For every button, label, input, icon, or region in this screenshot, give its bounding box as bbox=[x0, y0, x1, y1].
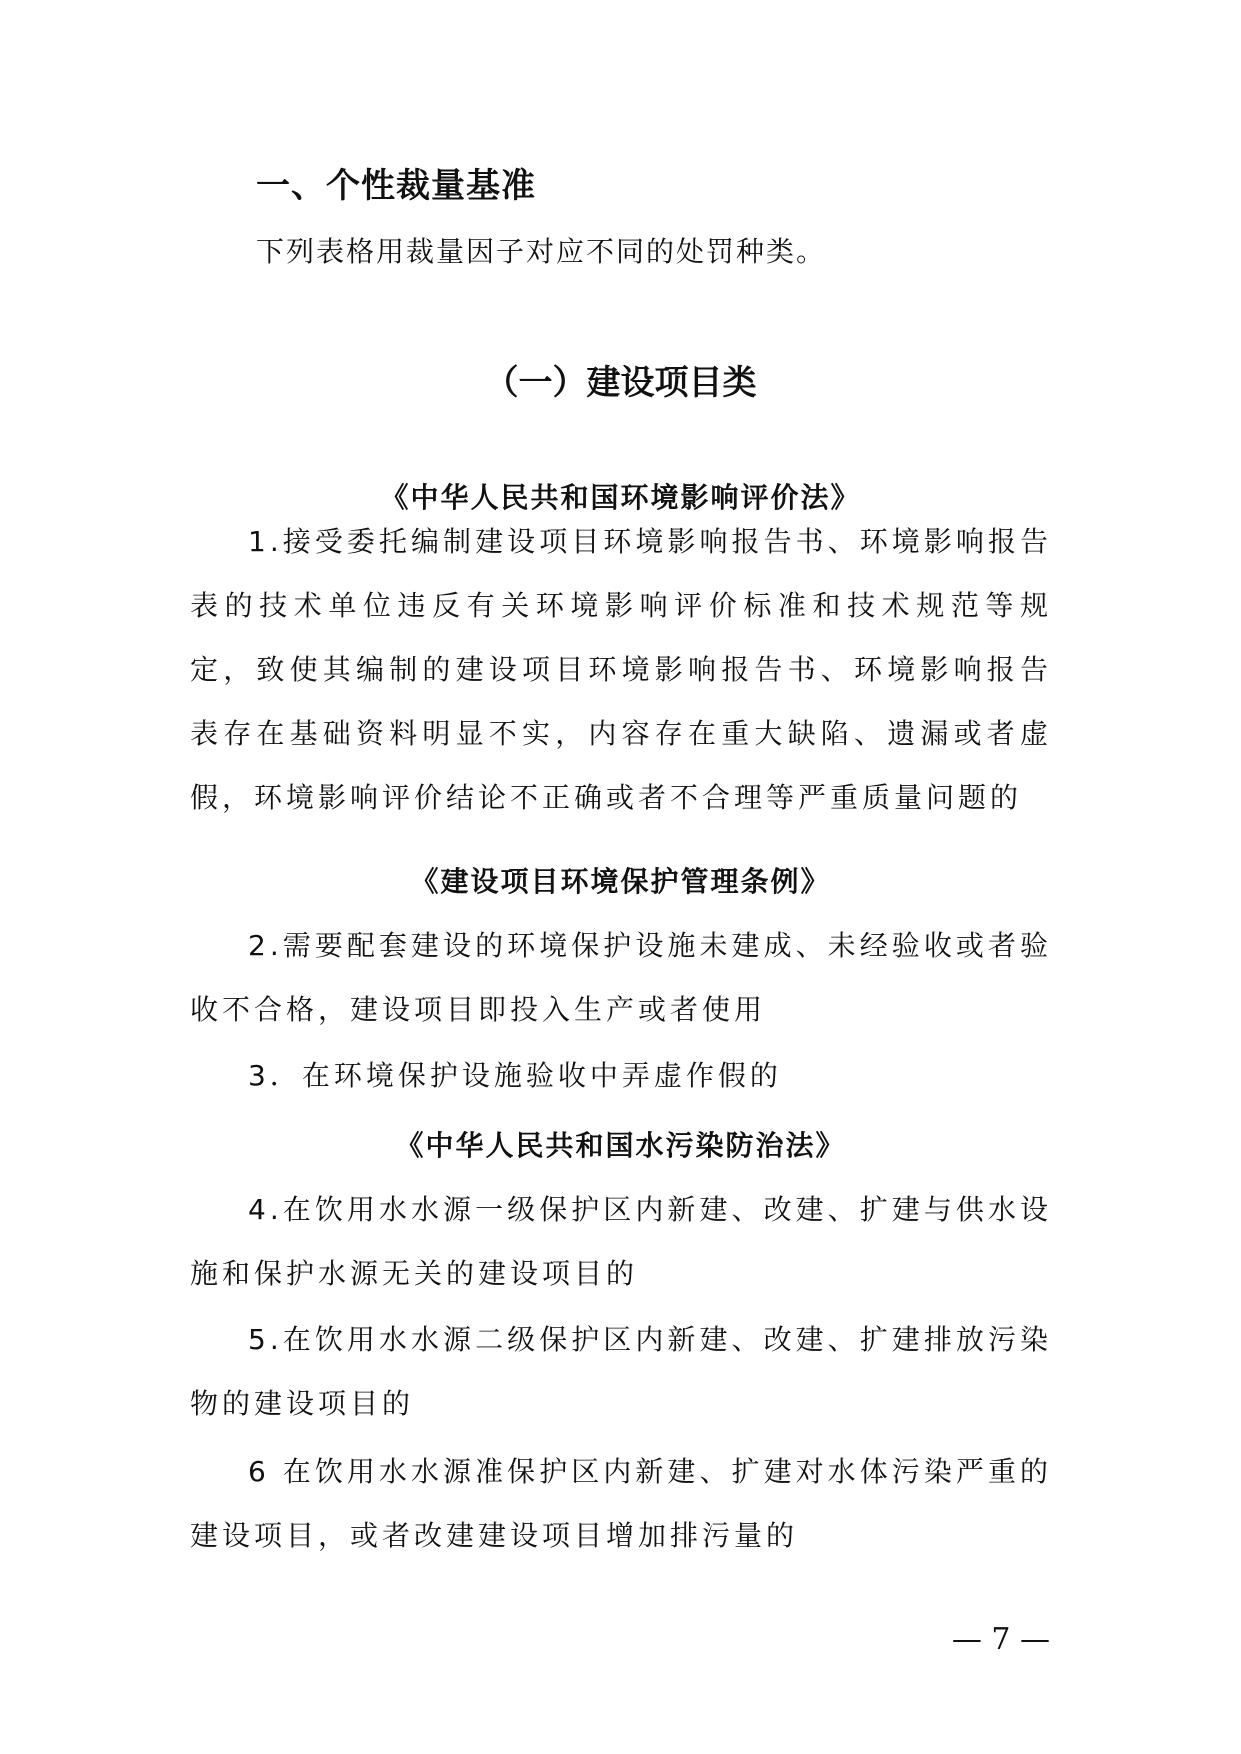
page-number: — 7 — bbox=[951, 1622, 1050, 1657]
list-item: 2.需要配套建设的环境保护设施未建成、未经验收或者验收不合格，建设项目即投入生产或者使用 bbox=[190, 929, 1052, 1026]
law-title: 《中华人民共和国环境影响评价法》 bbox=[380, 481, 861, 514]
subsection-heading: （一）建设项目类 bbox=[484, 363, 757, 403]
law-title: 《中华人民共和国水污染防治法》 bbox=[395, 1129, 846, 1162]
intro-paragraph: 下列表格用裁量因子对应不同的处罚种类。 bbox=[256, 235, 827, 268]
list-item: 4.在饮用水水源一级保护区内新建、改建、扩建与供水设施和保护水源无关的建设项目的 bbox=[190, 1193, 1052, 1290]
list-item: 1.接受委托编制建设项目环境影响报告书、环境影响报告表的技术单位违反有关环境影响评价标准和技术规范等规定，致使其编制的建设项目环境影响报告书、环境影响报告表存在基础资料明显不实，内容存在重大缺陷、遗漏或者虚假，环境影响评价结论不正确或者不合理等严重质量问题的 bbox=[190, 525, 1052, 814]
list-item: 6 在饮用水水源准保护区内新建、扩建对水体污染严重的建设项目，或者改建建设项目增加排污量的 bbox=[190, 1455, 1052, 1552]
list-item: 3．在环境保护设施验收中弄虚作假的 bbox=[248, 1059, 782, 1092]
list-item: 5.在饮用水水源二级保护区内新建、改建、扩建排放污染物的建设项目的 bbox=[190, 1323, 1052, 1420]
section-heading: 一、个性裁量基准 bbox=[256, 166, 536, 206]
law-title: 《建设项目环境保护管理条例》 bbox=[410, 865, 831, 898]
